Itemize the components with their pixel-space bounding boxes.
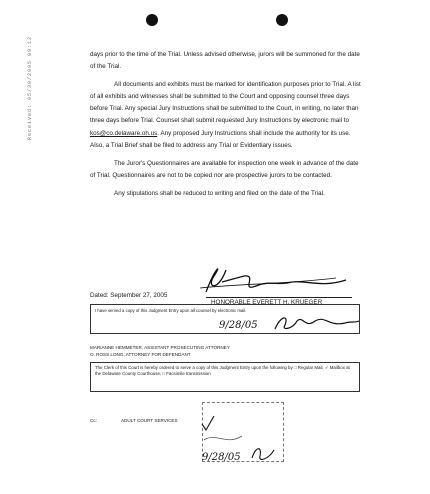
cc-recipient: ADULT COURT SERVICES bbox=[121, 418, 178, 423]
signature-line bbox=[206, 297, 352, 298]
paragraph-exhibits-text: All documents and exhibits must be marked for identification purposes prior to Trial. A list of all exhibits and witnesses shall be submitted to the Court and opposing counsel three days before Trial. Any special Jury Instructions shall be submitted to the Court, in writing, no later than three days before Trial. Counsel shall submit requested Jury Instructions by electronic mail to bbox=[90, 81, 361, 125]
service-date: 9/28/05 bbox=[219, 320, 258, 331]
copy-recipient: MARIANNE HEMMETER, ASSISTANT PROSECUTING ATTORNEY bbox=[90, 345, 230, 350]
paragraph-exhibits-tail: . Any proposed Jury Instructions shall include the authority for its use. Also, a Trial Brief shall be filed to address any Trial or Evidentiary issues. bbox=[90, 129, 351, 149]
paragraph-trial-summons: days prior to the time of the Trial. Unless advised otherwise, jurors will be summoned for the date of the Trial. bbox=[90, 51, 360, 71]
stamp-markings bbox=[196, 406, 296, 466]
paragraph-stipulations: Any stipulations shall be reduced to writing and filed on the date of the Trial. bbox=[114, 189, 325, 197]
cc-label: Cc: bbox=[90, 418, 97, 423]
fax-header-strip: Received: 05/30/2005 09:12 bbox=[27, 35, 33, 140]
paragraph-exhibits bbox=[90, 79, 362, 152]
email-link[interactable]: kos@co.delaware.oh.us bbox=[90, 129, 158, 137]
copies-to bbox=[90, 345, 230, 358]
clerk-service-box: The Clerk of this Court is hereby ordered to serve a copy of this Judgment Entry upon the following by □ Regular Mail, ✓ Mailbox at the Delaware County Courthouse, □ Facsimile transmission bbox=[90, 362, 360, 392]
cc-line bbox=[90, 418, 178, 423]
order-body bbox=[90, 49, 362, 200]
date-line: Dated: September 27, 2005 bbox=[90, 292, 168, 299]
paragraph-questionnaires: The Juror's Questionnaires are available for inspection one week in advance of the date of Trial. Questionnaires are not to be copied nor are prospective jurors to be contacted. bbox=[90, 159, 359, 179]
punch-hole-left bbox=[146, 14, 158, 26]
service-initials-signature bbox=[185, 311, 365, 335]
punch-hole-right bbox=[276, 14, 288, 26]
judge-signature bbox=[196, 262, 366, 302]
stamp-date: 9/28/05 bbox=[202, 452, 241, 463]
judge-name: HONORABLE EVERETT H. KRUEGER bbox=[211, 299, 323, 306]
service-statement: I have served a copy of this Judgment Entry upon all counsel by electronic mail. bbox=[95, 308, 247, 313]
copy-recipient: O. ROSS LONG, ATTORNEY FOR DEFENDANT bbox=[90, 351, 191, 357]
